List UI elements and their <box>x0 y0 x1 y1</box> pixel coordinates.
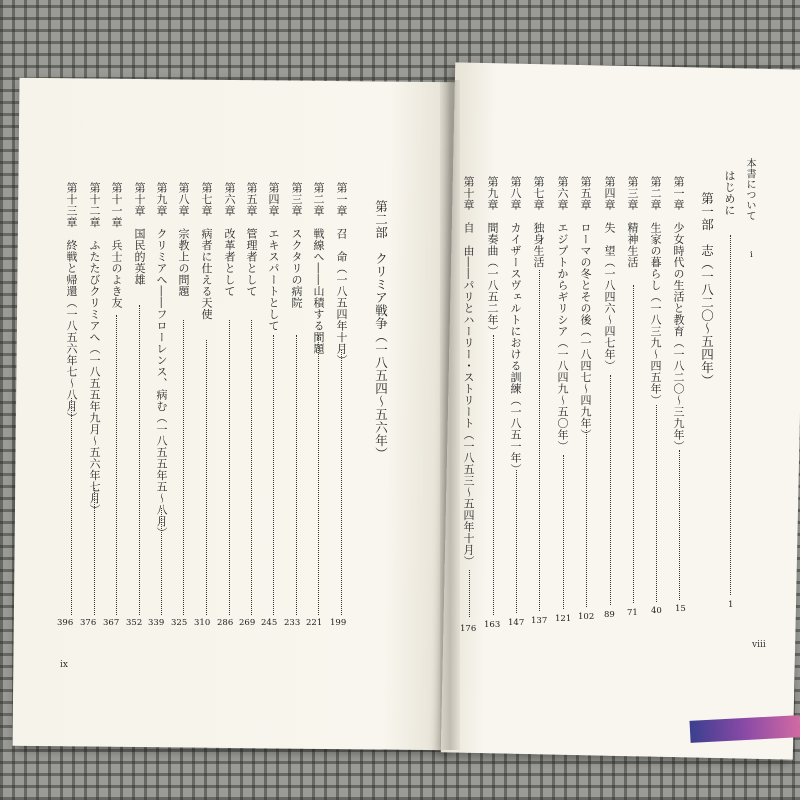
page-number: 245 <box>261 618 278 628</box>
page-number: 40 <box>651 606 662 616</box>
page-number: 269 <box>239 618 256 628</box>
dot-leader <box>71 398 72 615</box>
page-number: 396 <box>57 618 74 628</box>
left-page <box>13 78 456 751</box>
toc-entry: 第七章 独身生活 <box>532 176 545 268</box>
page-number: 176 <box>460 624 477 634</box>
page-number: 376 <box>80 618 97 628</box>
page-number: 15 <box>675 604 686 614</box>
page-number: 325 <box>171 618 188 628</box>
toc-entry: 第十章 国民的英雄 <box>133 182 146 286</box>
toc-entry: 第二章 戦線へ――山積する問題 <box>312 182 325 355</box>
page-number: 233 <box>284 618 301 628</box>
toc-entry: 第八章 宗教上の問題 <box>177 182 190 297</box>
dot-leader <box>341 350 342 615</box>
toc-entry: 第八章 カイザースヴェルトにおける訓練（一八五一年） <box>509 176 522 475</box>
toc-entry: 第四章 失 望（一八四六〜四七年） <box>603 176 616 372</box>
page-number: 102 <box>578 612 595 622</box>
page-number: 163 <box>484 620 501 630</box>
dot-leader <box>516 470 517 613</box>
page-number: 367 <box>103 618 120 628</box>
dot-leader <box>679 450 680 600</box>
dot-leader <box>633 285 634 603</box>
page-number: 286 <box>217 618 234 628</box>
dot-leader <box>469 570 470 617</box>
dot-leader <box>94 488 95 615</box>
toc-entry: 第三章 スクタリの病院 <box>290 182 303 309</box>
dot-leader <box>139 305 140 615</box>
dot-leader <box>251 320 252 615</box>
page-number: 199 <box>330 618 347 628</box>
toc-entry: 第五章 ローマの冬とその後（一八四七〜四九年） <box>579 176 592 441</box>
toc-entry: 第十二章 ふたたびクリミアへ（一八五五年九月〜五六年七月） <box>88 182 101 516</box>
dot-leader <box>273 335 274 615</box>
toc-entry: 第九章 間奏曲（一八五二年） <box>486 176 499 337</box>
toc-entry: 第一章 召 命（一八五四年十月） <box>335 182 348 366</box>
toc-entry: 本書について <box>744 158 755 221</box>
dot-leader <box>539 270 540 611</box>
page-number: 89 <box>604 610 615 620</box>
toc-entry: 第十三章 終戦と帰還（一八五六年七〜八月） <box>65 182 78 424</box>
dot-leader <box>229 320 230 615</box>
toc-entry: 第九章 クリミアへ――フローレンス、病む（一八五五年五〜八月） <box>155 182 168 539</box>
dot-leader <box>493 335 494 615</box>
toc-entry: 第四章 エキスパートとして <box>267 182 280 332</box>
toc-entry: はじめに <box>723 170 736 216</box>
dot-leader <box>563 455 564 609</box>
toc-entry: 第一章 少女時代の生活と教育（一八二〇〜三九年） <box>672 176 685 452</box>
dot-leader <box>116 315 117 615</box>
page-number: 352 <box>126 618 143 628</box>
dot-leader <box>586 430 587 607</box>
page-number: i <box>750 250 753 260</box>
toc-entry: 第三章 精神生活 <box>626 176 639 268</box>
page-number: 137 <box>531 616 548 626</box>
toc-entry: 第十章 自 由――パリとハーリー・ストリート（一八五三〜五四年十月） <box>462 176 475 567</box>
page-number: 71 <box>627 608 638 618</box>
dot-leader <box>656 405 657 602</box>
dot-leader <box>730 235 731 595</box>
dot-leader <box>183 320 184 615</box>
page-folio: viii <box>752 640 766 650</box>
toc-entry: 第六章 改革者として <box>223 182 236 297</box>
page-number: 1 <box>728 600 734 610</box>
page-number: 310 <box>194 618 211 628</box>
toc-entry: 第二章 生家の暮らし（一八三九〜四五年） <box>649 176 662 406</box>
toc-entry: 第七章 病者に仕える天使 <box>200 182 213 320</box>
toc-entry: 第十一章 兵士のよき友 <box>110 182 123 309</box>
dot-leader <box>318 335 319 615</box>
page-folio: ix <box>60 660 68 670</box>
page-number: 147 <box>508 618 525 628</box>
page-number: 339 <box>148 618 165 628</box>
book-gutter <box>440 80 460 750</box>
page-number: 121 <box>555 614 572 624</box>
dot-leader <box>161 508 162 615</box>
toc-entry: 第五章 管理者として <box>245 182 258 297</box>
dot-leader <box>610 375 611 605</box>
part-two-title: 第二部 クリミア戦争（一八五四〜五六年） <box>373 200 389 460</box>
dot-leader <box>296 335 297 615</box>
part-one-title: 第一部 志（一八二〇〜五四年） <box>699 192 715 387</box>
page-number: 221 <box>306 618 323 628</box>
toc-entry: 第六章 エジプトからギリシア（一八四九〜五〇年） <box>556 176 569 452</box>
dot-leader <box>206 340 207 615</box>
